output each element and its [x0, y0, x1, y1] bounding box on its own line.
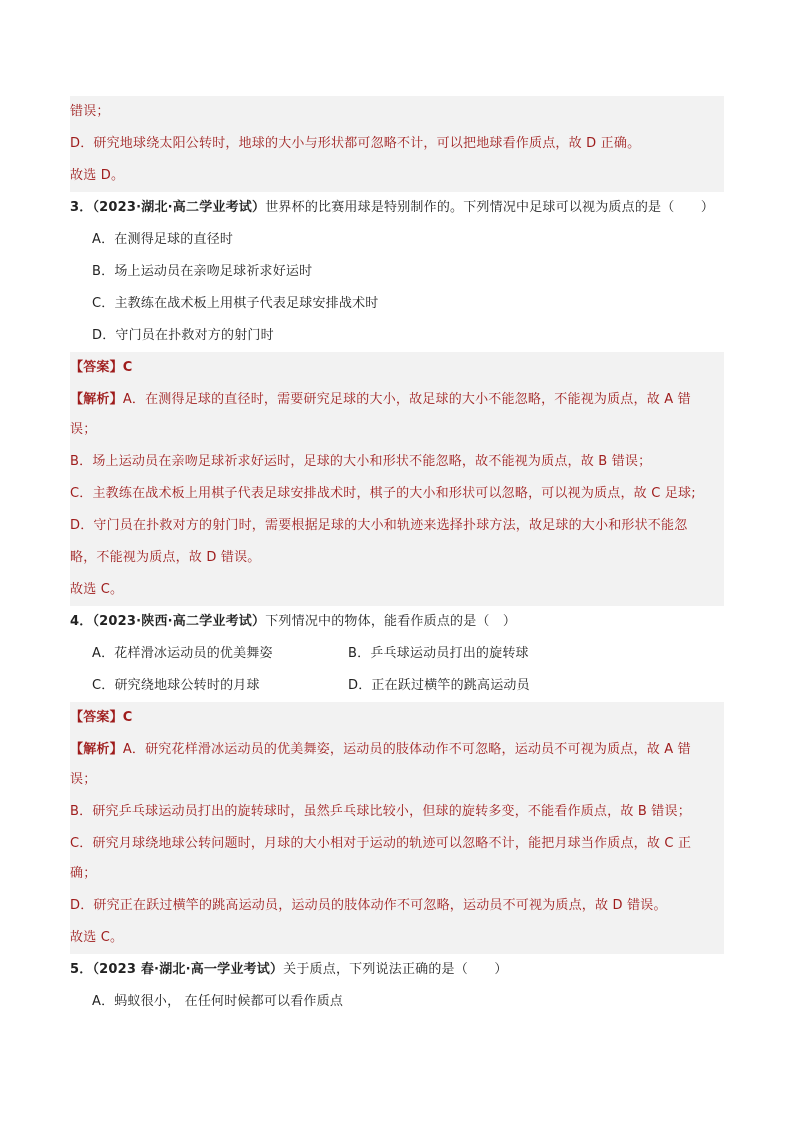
- question-4-answer: 【答案】C: [70, 702, 724, 734]
- question-3-analysis: 略，不能视为质点，故 D 错误。: [70, 542, 724, 574]
- question-4-option-b: B．乒乓球运动员打出的旋转球: [348, 646, 529, 661]
- question-3-analysis: D．守门员在扑救对方的射门时，需要根据足球的大小和轨迹来选择扑球方法，故足球的大小和形状不能忽: [70, 510, 724, 542]
- question-3-analysis: B．场上运动员在亲吻足球祈求好运时，足球的大小和形状不能忽略，故不能视为质点，故 B 错误；: [70, 446, 724, 478]
- analysis-line: D．研究地球绕太阳公转时，地球的大小与形状都可忽略不计，可以把地球看作质点，故 D 正确。: [70, 128, 724, 160]
- question-3-option-b: B．场上运动员在亲吻足球祈求好运时: [92, 264, 313, 279]
- question-4-options-row-2: [92, 670, 746, 702]
- question-5-option-a: A．蚂蚁很小， 在任何时候都可以看作质点: [92, 994, 344, 1009]
- question-3-conclusion: 故选 C。: [70, 574, 724, 606]
- question-3-option-c: C．主教练在战术板上用棋子代表足球安排战术时: [92, 296, 379, 311]
- question-3-option-d: D．守门员在扑救对方的射门时: [92, 328, 274, 343]
- question-3-answer: 【答案】C: [70, 352, 724, 384]
- question-4-conclusion: 故选 C。: [70, 922, 724, 954]
- question-4-option-c: C．研究绕地球公转时的月球: [92, 678, 260, 693]
- question-5-stem: 5．（2023 春·湖北·高一学业考试）关于质点，下列说法正确的是（ ）: [70, 962, 508, 977]
- question-4-option-a: A．花样滑冰运动员的优美舞姿: [92, 646, 273, 661]
- question-3-analysis: C．主教练在战术板上用棋子代表足球安排战术时，棋子的大小和形状可以忽略，可以视为质点，故 C 足球;: [70, 478, 724, 510]
- question-3-option-a: A．在测得足球的直径时: [92, 232, 234, 247]
- question-4-analysis: C．研究月球绕地球公转问题时，月球的大小相对于运动的轨迹可以忽略不计，能把月球当作质点，故 C 正: [70, 828, 724, 860]
- question-3-analysis: 【解析】A．在测得足球的直径时，需要研究足球的大小，故足球的大小不能忽略，不能视为质点，故 A 错: [70, 384, 724, 416]
- conclusion-line: 故选 D。: [70, 160, 724, 192]
- question-4-option-d: D．正在跃过横竿的跳高运动员: [348, 678, 530, 693]
- question-4-analysis: 误；: [70, 764, 724, 796]
- question-4-analysis: B．研究乒乓球运动员打出的旋转球时，虽然乒乓球比较小，但球的旋转多变，不能看作质点，故 B 错误；: [70, 796, 724, 828]
- question-4-analysis: D．研究正在跃过横竿的跳高运动员，运动员的肢体动作不可忽略，运动员不可视为质点，故 D 错误。: [70, 890, 724, 922]
- analysis-line: 错误；: [70, 96, 724, 128]
- question-4-analysis: 确；: [70, 858, 724, 890]
- question-3-analysis: 误；: [70, 414, 724, 446]
- question-3-stem: 3．（2023·湖北·高二学业考试）世界杯的比赛用球是特别制作的。下列情况中足球可以视为质点的是（ ）: [70, 200, 715, 215]
- question-4-options-row-1: [92, 638, 746, 670]
- question-4-analysis: 【解析】A．研究花样滑冰运动员的优美舞姿，运动员的肢体动作不可忽略，运动员不可视为质点，故 A 错: [70, 734, 724, 766]
- question-4-stem: 4．（2023·陕西·高二学业考试）下列情况中的物体，能看作质点的是（ ）: [70, 614, 517, 629]
